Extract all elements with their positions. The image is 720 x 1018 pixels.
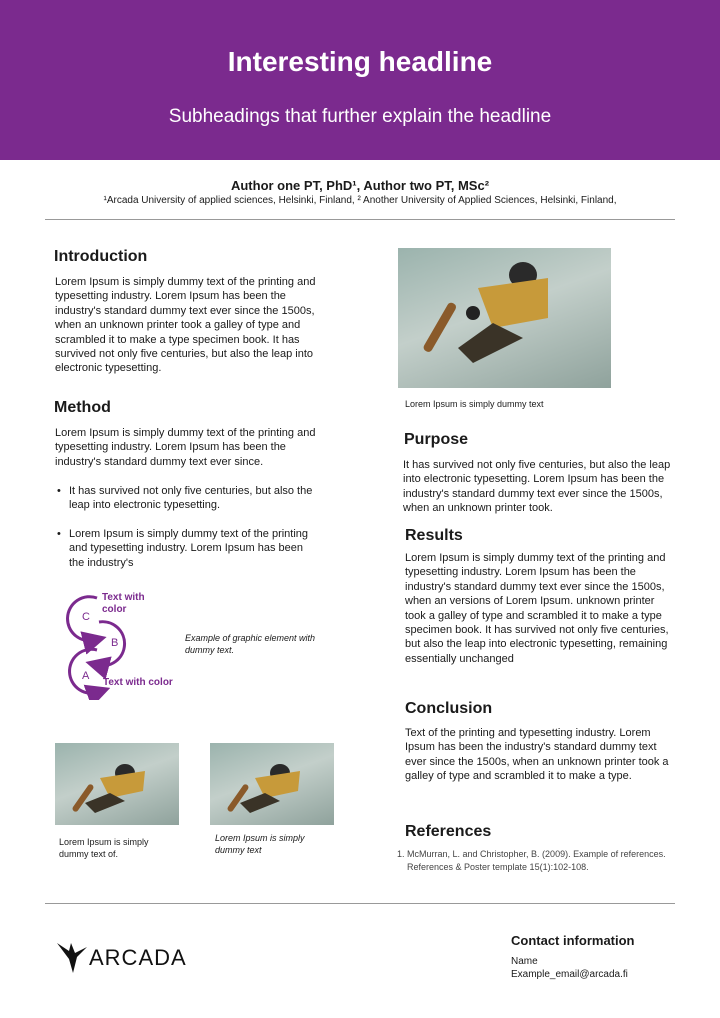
photo-caption-top: Lorem Ipsum is simply dummy text [405,399,544,409]
introduction-text: Lorem Ipsum is simply dummy text of the printing and typesetting industry. Lorem Ipsum has been the industry's standard dummy text ever since the 1500s, when an unknown printer took a galley of type and scrambled it to make a type specimen book. It has survived not only five centuries, but also the leap into electronic typesetting. [55,276,316,375]
introduction-heading: Introduction [54,248,148,265]
conclusion-text: Text of the printing and typesetting industry. Lorem Ipsum has been the industry's standard dummy text ever since the 1500s, when an unknown printer took a galley of type and scrambled it to make a type. [405,727,669,783]
cycle-letter-a: A [82,670,90,682]
author-line: Author one PT, PhD¹, Author two PT, MSc² [230,178,490,193]
affiliations: ¹Arcada University of applied sciences, Helsinki, Finland, ² Another University of Applied Sciences, Helsinki, Finland, [103,195,617,206]
list-item: • Lorem Ipsum is simply dummy text of the printing and typesetting industry. Lorem Ipsum has been the industry's [55,527,320,570]
skater-photo-small-1 [55,743,179,825]
method-heading: Method [54,399,111,416]
references-heading: References [405,823,492,840]
contact-name: Name [511,956,538,967]
contact-heading: Contact information [511,933,635,948]
list-item: • It has survived not only five centuries, but also the leap into electronic typesetting. [55,484,320,513]
logo-text: ARCADA [89,945,187,970]
purpose-text: It has survived not only five centuries, but also the leap into electronic typesetting. Lorem Ipsum has been the industry's standard dummy text ever since the 1500s, when an unknown printer took. [403,459,671,515]
results-heading: Results [405,527,463,544]
graphic-label-bottom: Text with color [103,677,173,688]
top-divider [45,219,675,220]
references-list [389,848,692,873]
results-text: Lorem Ipsum is simply dummy text of the printing and typesetting industry. Lorem Ipsum has been the industry's standard dummy text ever since the 1500s, when an versions of Lorem Ipsum. unknown printer took a galley of type and scrambled it to make a type specimen book. It has survived not only five centuries, but also the leap into electronic typesetting, remaining essentially unchanged [405,552,669,665]
skater-photo-small-2 [210,743,334,825]
bottom-divider [45,903,675,904]
conclusion-heading: Conclusion [405,700,493,717]
reference-item: 1. McMurran, L. and Christopher, B. (2009). Example of references. References & Poster template 15(1):102-108. [407,848,692,873]
header-banner [0,0,720,160]
cycle-letter-b: B [111,637,119,649]
graphic-label-top: Text with color [102,592,145,615]
poster-subtitle: Subheadings that further explain the headline [168,106,552,127]
poster-title: Interesting headline [227,46,493,77]
photo-caption-left: Lorem Ipsum is simply dummy text of. [59,837,149,859]
method-bullet-list [55,484,320,584]
purpose-heading: Purpose [404,431,469,448]
skater-photo-large [398,248,611,388]
arcada-bird-icon [57,941,87,973]
photo-caption-right: Lorem Ipsum is simply dummy text [215,833,305,855]
contact-email[interactable]: Example_email@arcada.fi [511,969,628,980]
graphic-caption: Example of graphic element with dummy text. [185,633,316,655]
method-text: Lorem Ipsum is simply dummy text of the printing and typesetting industry. Lorem Ipsum has been the industry's standard dummy text ever since. [55,427,316,468]
arcada-logo [57,941,187,973]
cycle-letter-c: C [82,611,90,623]
